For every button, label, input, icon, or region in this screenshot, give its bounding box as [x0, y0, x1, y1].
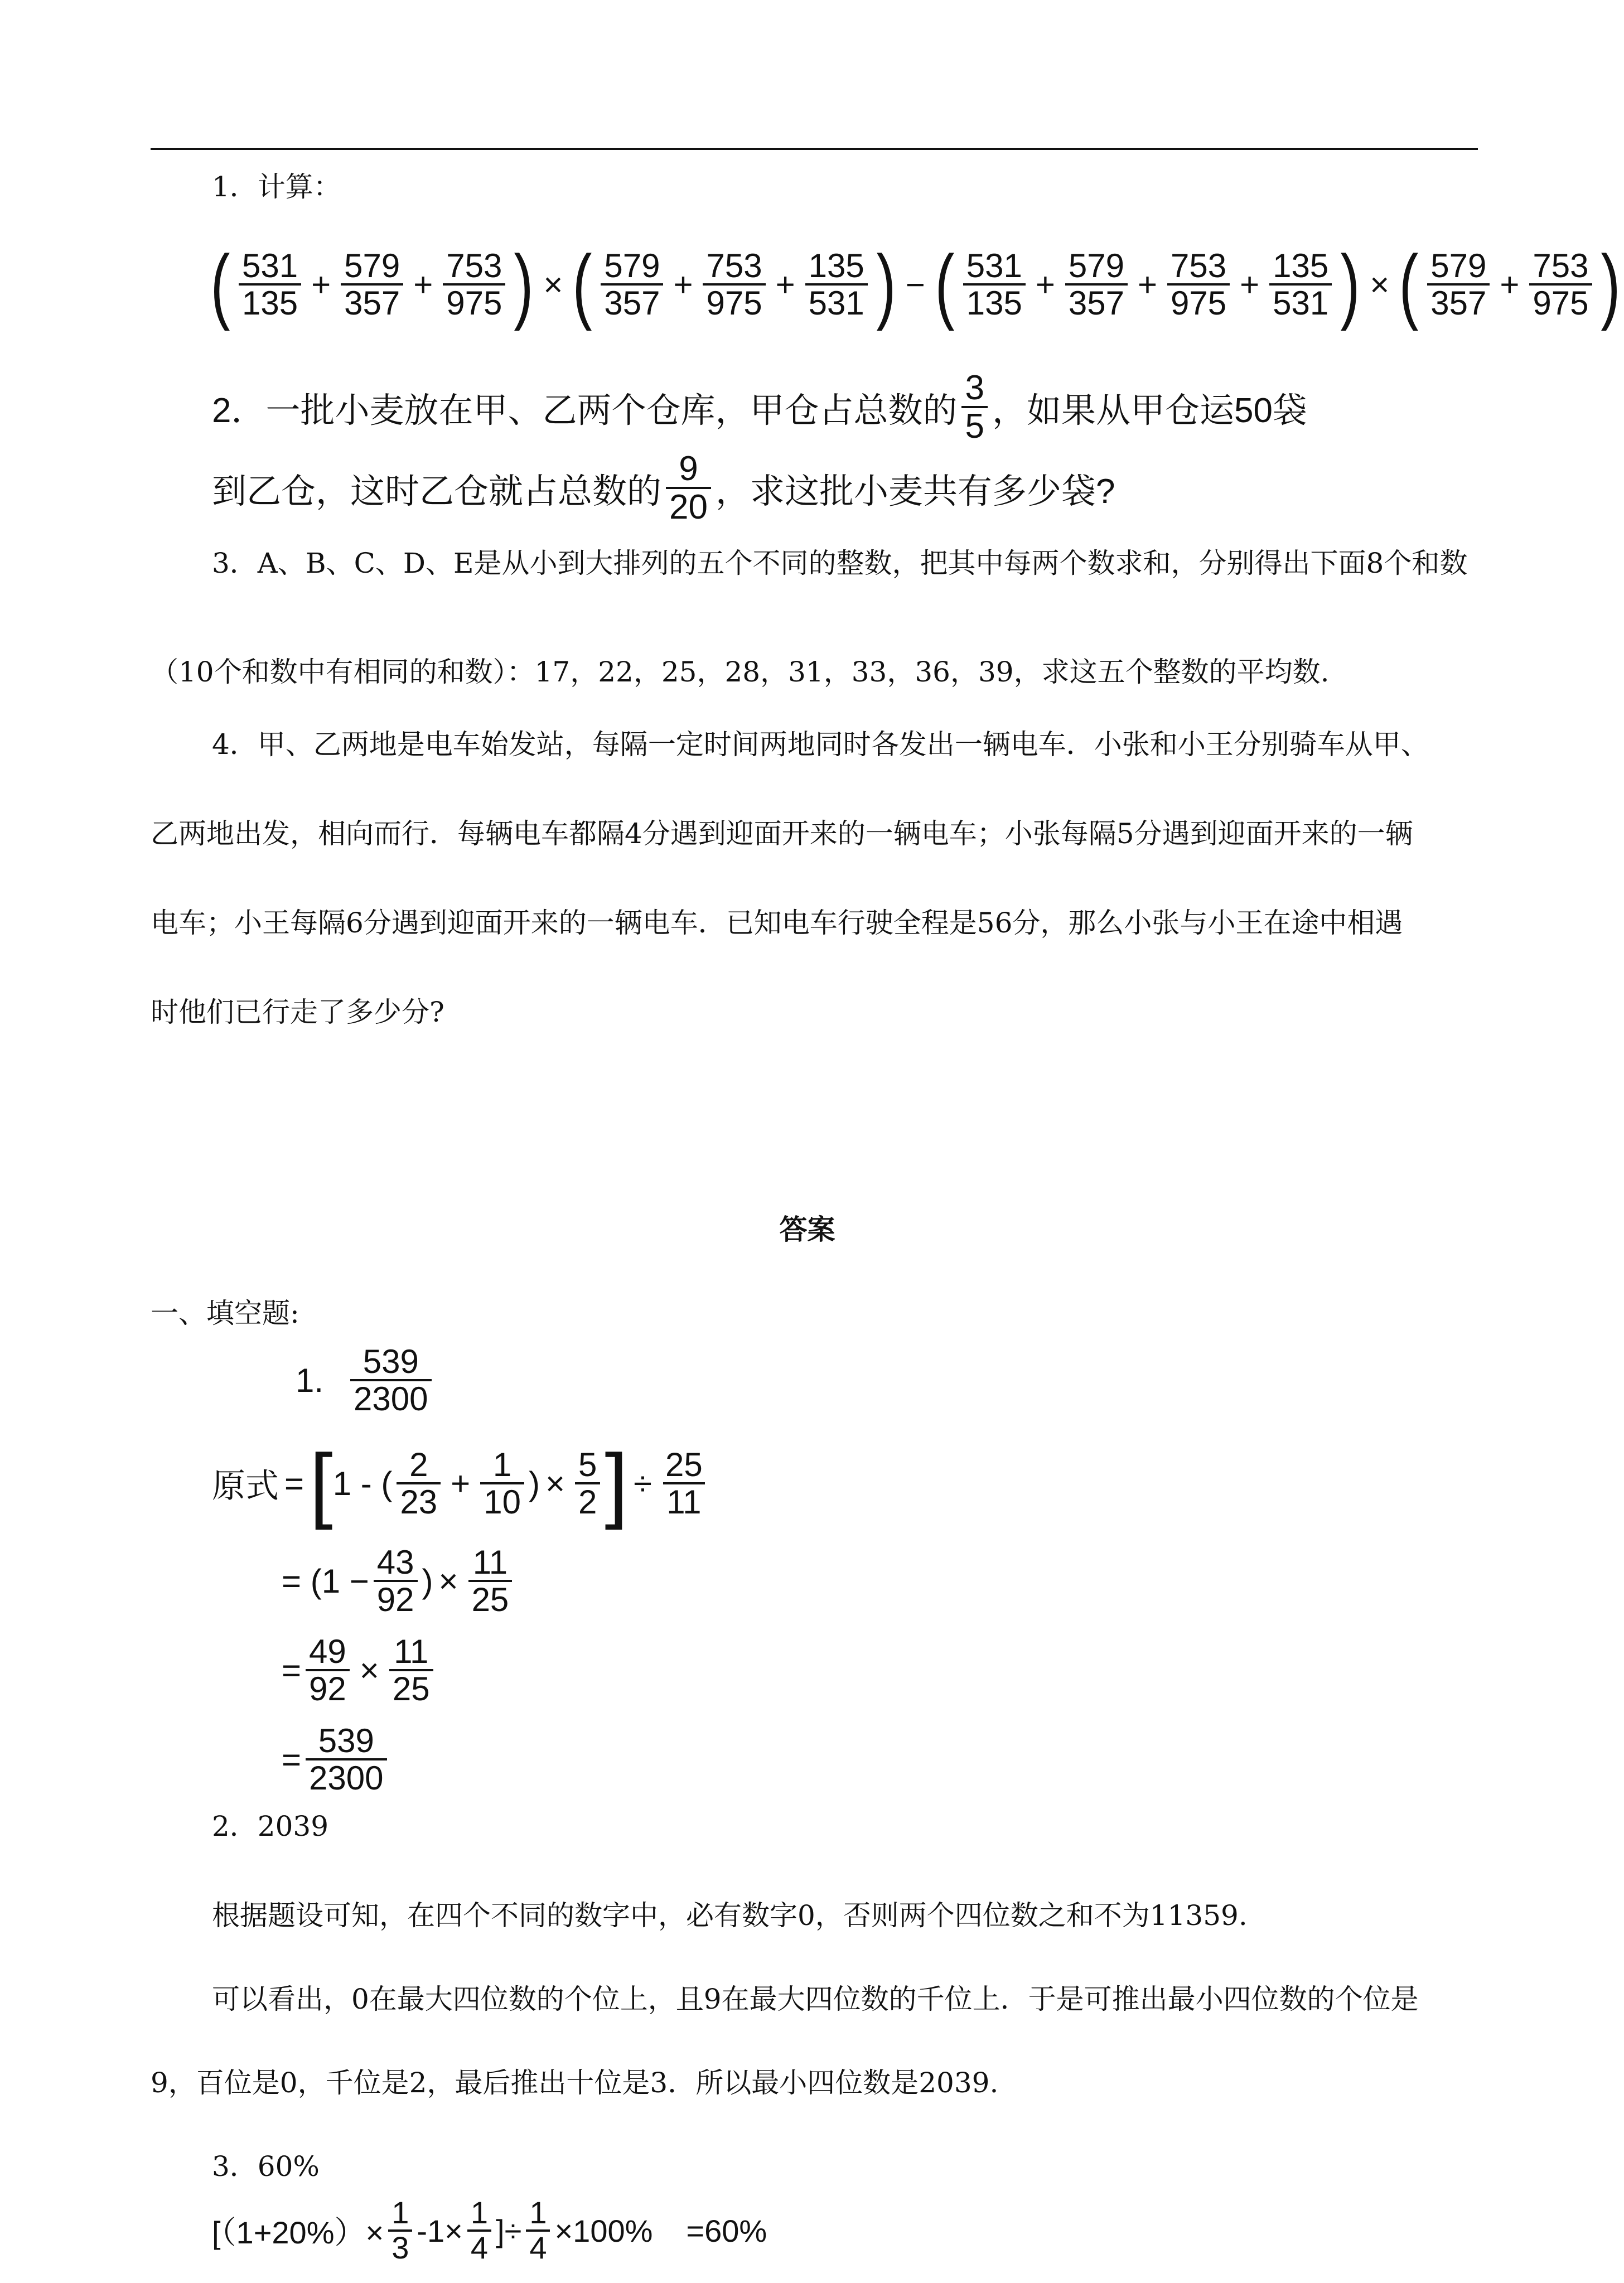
problem-4-line-4: 时他们已行走了多少分?	[151, 996, 444, 1028]
answer-2-line-3: 9，百位是0，千位是2，最后推出十位是3．所以最小四位数是2039.	[151, 2067, 999, 2099]
problem-4-line-1: 4．甲、乙两地是电车始发站，每隔一定时间两地同时各发出一辆电车．小张和小王分别骑车从甲、	[212, 728, 1429, 761]
problem-3-line-2: （10个和数中有相同的和数）：17，22，25，28，31，33，36，39，求这五个整数的平均数.	[151, 656, 1330, 688]
problem-4-line-2: 乙两地出发，相向而行．每辆电车都隔4分遇到迎面开来的一辆电车；小张每隔5分遇到迎面开来的一辆	[151, 818, 1413, 850]
answer-2-line-2: 可以看出，0在最大四位数的个位上，且9在最大四位数的千位上．于是可推出最小四位数的个位是	[212, 1983, 1419, 2015]
answer-1-step-1: 原式 = [ 1 - ( $\frac{2}{23}$ + $\frac{1}{10}$ ) × $\frac{5}{2}$ ] ÷ $\frac{25}{11}$	[212, 1433, 710, 1534]
problem-2-line-1: 2．一批小麦放在甲、乙两个仓库，甲仓占总数的 $\frac{3}{5}$ ，如果从甲仓运50袋	[212, 368, 1307, 446]
problem-1-title: 1．计算：	[212, 171, 341, 203]
answer-1-result: 1. $\frac{539}{2300}$	[296, 1338, 436, 1422]
answer-3-expression: [（1+20%）× $\frac{1}{3}$ -1× $\frac{1}{4}$ ]÷ $\frac{1}{4}$ ×100% =60%	[212, 2195, 767, 2265]
problem-2-line-2: 到乙仓，这时乙仓就占总数的 $\frac{9}{20}$ ，求这批小麦共有多少袋?	[212, 449, 1115, 526]
answers-title: 答案	[779, 1213, 835, 1246]
answer-2-result: 2．2039	[212, 1810, 329, 1842]
answer-1-step-2: = (1 − $\frac{43}{92}$ ) × $\frac{11}{25}$	[282, 1539, 516, 1623]
answer-1-step-3: = $\frac{49}{92}$ × $\frac{11}{25}$	[282, 1628, 438, 1712]
answer-3-result: 3．60%	[212, 2150, 320, 2183]
header-rule	[151, 148, 1478, 150]
problem-3-line-1: 3．A、B、C、D、E是从小到大排列的五个不同的整数，把其中每两个数求和，分别得出下面8个和数	[212, 547, 1468, 579]
answers-section-heading: 一、填空题:	[151, 1297, 299, 1329]
problem-4-line-3: 电车；小王每隔6分遇到迎面开来的一辆电车．已知电车行驶全程是56分，那么小张与小王在途中相遇	[151, 907, 1403, 939]
problem-1-expression: ( $\frac{531}{135}$ + $\frac{579}{357}$ + $\frac{753}{975}$ ) × ( $\frac{579}{357}$ + $\frac{753}{975}$ + $\frac{135}{531}$ ) − ( $\frac{531}{135}$ + $\frac{579}{357}$ + $\frac{753}{975}$ + $\frac{135}{531}$ ) × ( $\frac{579}{357}$ + $\frac{753}{975}$ )	[210, 237, 1620, 331]
answer-2-line-1: 根据题设可知，在四个不同的数字中，必有数字0，否则两个四位数之和不为11359.	[212, 1899, 1248, 1932]
answer-1-step-4: = $\frac{539}{2300}$	[282, 1718, 392, 1801]
